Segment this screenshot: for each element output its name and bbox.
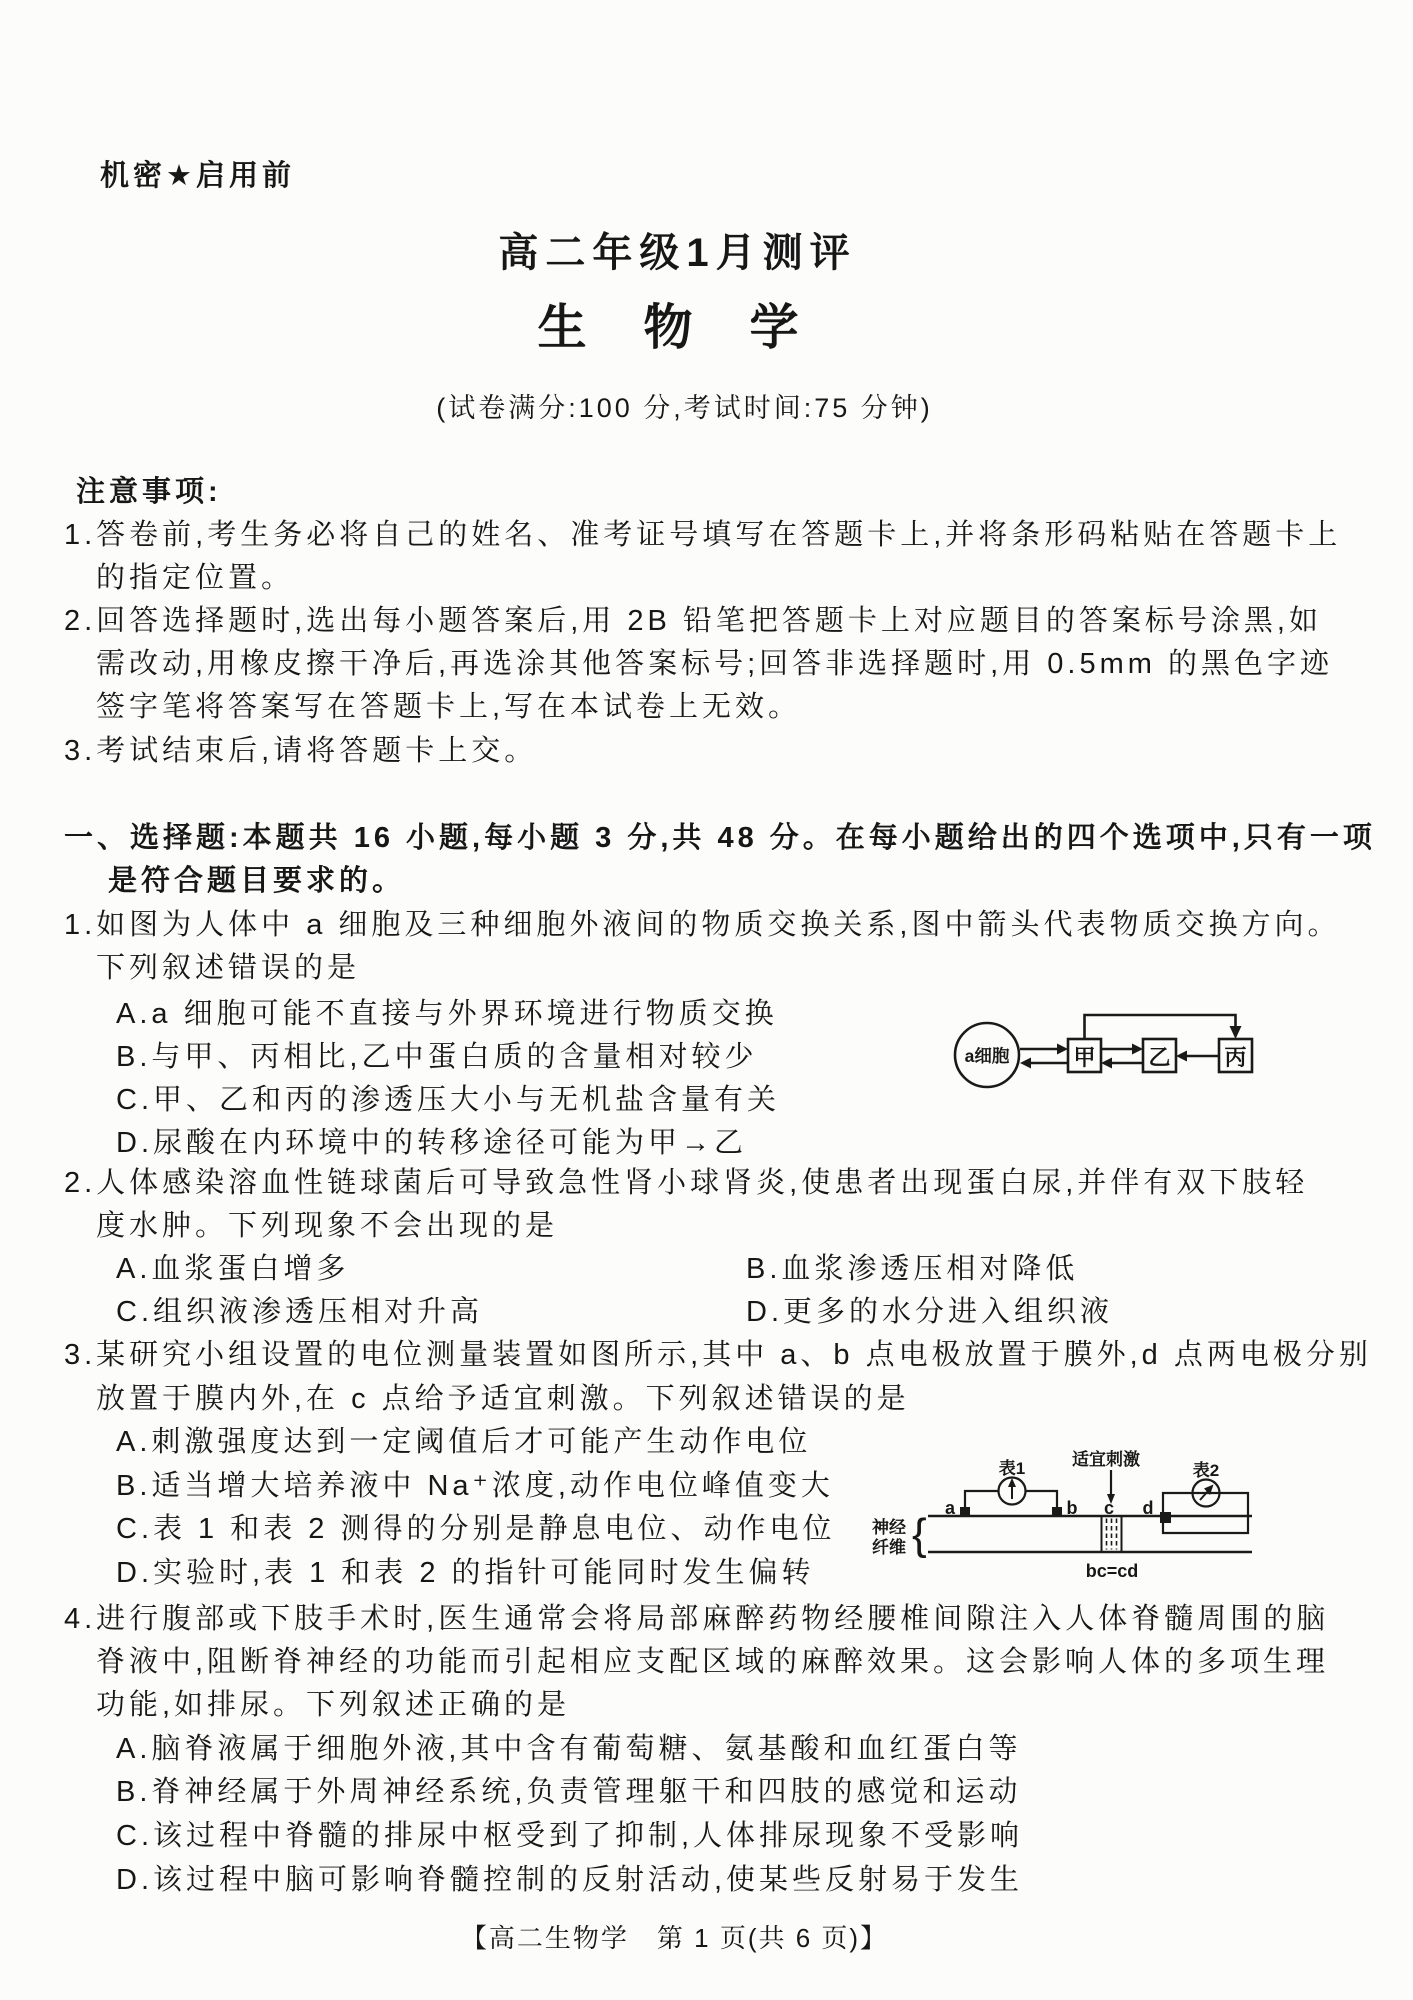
point-b-label: b (1066, 1498, 1078, 1518)
subject-title: 生物学 (537, 301, 856, 355)
meter1-label: 表1 (998, 1459, 1026, 1478)
arrowhead-left-icon (1176, 1051, 1187, 1062)
q4-option-c: C.该过程中脊髓的排尿中枢受到了抑制,人体排尿现象不受影响 (116, 1820, 1024, 1852)
compartment-yi-label: 乙 (1148, 1045, 1171, 1070)
exam-info: (试卷满分:100 分,考试时间:75 分钟) (436, 393, 933, 423)
q3-line1: 3.某研究小组设置的电位测量装置如图所示,其中 a、b 点电极放置于膜外,d 点两电极分别 (64, 1339, 1372, 1371)
q2-line1: 2.人体感染溶血性链球菌后可导致急性肾小球肾炎,使患者出现蛋白尿,并伴有双下肢轻 (64, 1167, 1309, 1199)
point-c-label: c (1103, 1498, 1115, 1518)
q2-option-d: D.更多的水分进入组织液 (746, 1296, 1114, 1328)
q3-option-b: B.适当增大培养液中 Na⁺浓度,动作电位峰值变大 (116, 1470, 834, 1502)
q4-line2: 脊液中,阻断脊神经的功能而引起相应支配区域的麻醉效果。这会影响人体的多项生理 (96, 1646, 1330, 1678)
q2-option-b: B.血浆渗透压相对降低 (746, 1253, 1079, 1285)
stimulus-label: 适宜刺激 (1072, 1450, 1140, 1469)
q2-option-a: A.血浆蛋白增多 (116, 1253, 350, 1285)
q1-option-b: B.与甲、丙相比,乙中蛋白质的含量相对较少 (116, 1041, 758, 1073)
meter2-wires (1163, 1493, 1248, 1533)
electrode-d (1160, 1512, 1171, 1523)
arrowhead-left-icon (1101, 1058, 1112, 1069)
q1-option-a: A.a 细胞可能不直接与外界环境进行物质交换 (116, 998, 778, 1030)
notice-item2-line1: 2.回答选择题时,选出每小题答案后,用 2B 铅笔把答题卡上对应题目的答案标号涂黑,如 (64, 605, 1322, 637)
electrode-a (960, 1507, 970, 1517)
q1-diagram (945, 1000, 1270, 1112)
electrode-b (1052, 1507, 1062, 1517)
nerve-fiber-label-line2: 纤维 (872, 1538, 906, 1557)
compartment-bing-label: 丙 (1224, 1045, 1247, 1070)
arrowhead-right-icon (1057, 1044, 1068, 1055)
point-a-label: a (944, 1498, 956, 1518)
meter1-needle-tip (1008, 1478, 1016, 1487)
arrowhead-right-icon (1132, 1044, 1143, 1055)
nerve-fiber-label-line1: 神经 (872, 1518, 906, 1537)
notice-heading: 注意事项: (76, 476, 222, 508)
q4-option-a: A.脑脊液属于细胞外液,其中含有葡萄糖、氨基酸和血红蛋白等 (116, 1733, 1022, 1765)
arrow-jia-to-bing (1085, 1015, 1236, 1039)
exam-title: 高二年级1月测评 (498, 231, 857, 275)
q1-option-c: C.甲、乙和丙的渗透压大小与无机盐含量有关 (116, 1084, 781, 1116)
cell-label: a细胞 (964, 1046, 1010, 1066)
page-footer: 【高二生物学 第 1 页(共 6 页)】 (460, 1923, 889, 1953)
q4-line1: 4.进行腹部或下肢手术时,医生通常会将局部麻醉药物经腰椎间隙注入人体脊髓周围的脑 (64, 1603, 1330, 1635)
classification-label: 机密★启用前 (100, 160, 295, 192)
q3-diagram (870, 1443, 1390, 1588)
compartment-jia-label: 甲 (1073, 1045, 1096, 1070)
q3-option-c: C.表 1 和表 2 测得的分别是静息电位、动作电位 (116, 1513, 836, 1545)
arrowhead-left-icon (1020, 1058, 1031, 1069)
point-d-label: d (1142, 1498, 1154, 1518)
q3-option-a: A.刺激强度达到一定阈值后才可能产生动作电位 (116, 1426, 812, 1458)
q3-line2: 放置于膜内外,在 c 点给予适宜刺激。下列叙述错误的是 (96, 1383, 910, 1415)
brace-icon: { (912, 1510, 927, 1559)
q1-option-d: D.尿酸在内环境中的转移途径可能为甲→乙 (116, 1127, 748, 1159)
meter2-label: 表2 (1192, 1461, 1220, 1480)
distance-note: bc=cd (1085, 1561, 1139, 1581)
q1-line2: 下列叙述错误的是 (96, 952, 361, 984)
q4-line3: 功能,如排尿。下列叙述正确的是 (96, 1689, 571, 1721)
arrowhead-down-icon (1230, 1026, 1242, 1039)
section-heading-line2: 是符合题目要求的。 (108, 865, 406, 897)
q1-line1: 1.如图为人体中 a 细胞及三种细胞外液间的物质交换关系,图中箭头代表物质交换方向。 (64, 909, 1341, 941)
notice-item3-line1: 3.考试结束后,请将答题卡上交。 (64, 735, 538, 767)
q4-option-b: B.脊神经属于外周神经系统,负责管理躯干和四肢的感觉和运动 (116, 1776, 1022, 1808)
q3-option-d: D.实验时,表 1 和表 2 的指针可能同时发生偏转 (116, 1557, 815, 1589)
notice-item2-line2: 需改动,用橡皮擦干净后,再选涂其他答案标号;回答非选择题时,用 0.5mm 的黑色字迹 (96, 648, 1333, 680)
q2-option-c: C.组织液渗透压相对升高 (116, 1296, 484, 1328)
notice-item1-line1: 1.答卷前,考生务必将自己的姓名、准考证号填写在答题卡上,并将条形码粘贴在答题卡上 (64, 519, 1342, 551)
section-heading-line1: 一、选择题:本题共 16 小题,每小题 3 分,共 48 分。在每小题给出的四个选项中,只有一项 (64, 822, 1376, 854)
notice-item1-line2: 的指定位置。 (96, 562, 295, 594)
q2-line2: 度水肿。下列现象不会出现的是 (96, 1210, 559, 1242)
q4-option-d: D.该过程中脑可影响脊髓控制的反射活动,使某些反射易于发生 (116, 1864, 1024, 1896)
notice-item2-line3: 签字笔将答案写在答题卡上,写在本试卷上无效。 (96, 691, 802, 723)
